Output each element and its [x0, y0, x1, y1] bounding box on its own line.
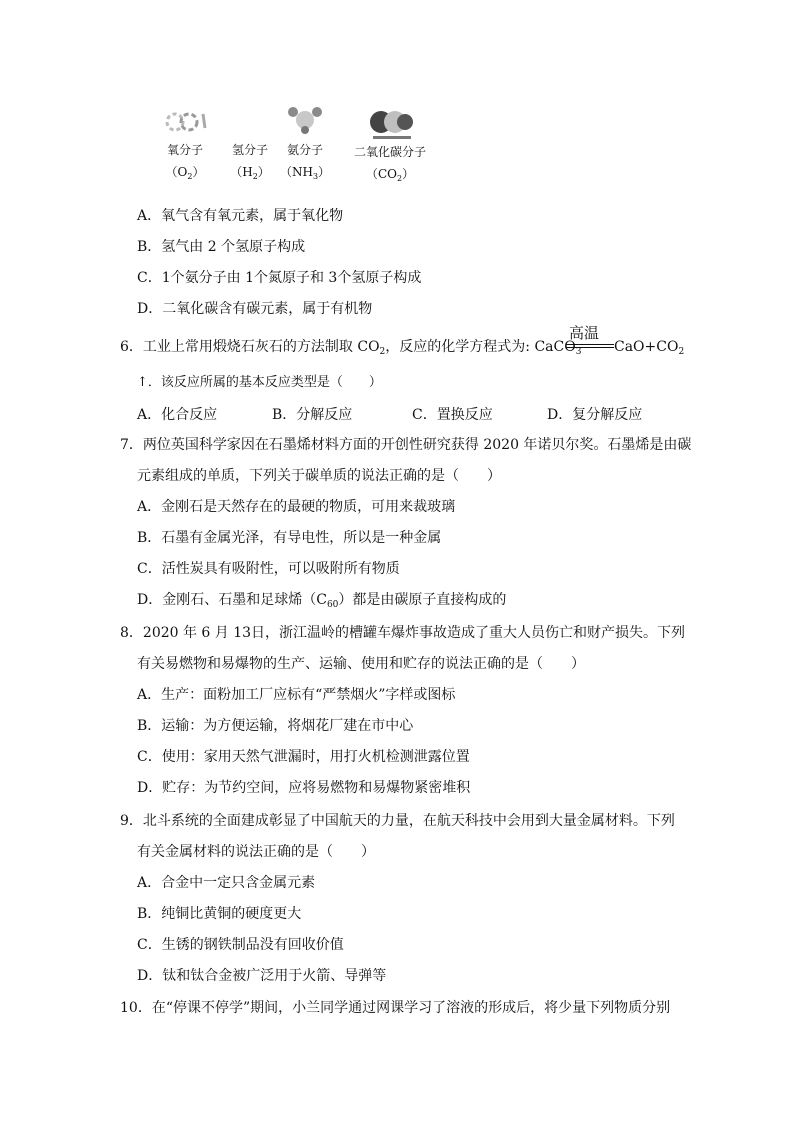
- q6-option-a: A．化合反应: [137, 407, 218, 423]
- q9-option-d: D．钛和钛合金被广泛用于火箭、导弹等: [137, 968, 387, 984]
- q9-option-a: A．合金中一定只含金属元素: [137, 875, 316, 891]
- molecule-co2: [335, 100, 445, 187]
- molecule-formula: $(CO_2)$: [365, 167, 415, 183]
- molecule-name: 二氧化碳分子: [353, 145, 426, 159]
- q8-stem-line2: 有关易燃物和易爆物的生产、运输、使用和贮存的说法正确的是（ ）: [137, 656, 585, 672]
- q7-option-c: C．活性炭具有吸附性，可以吸附所有物质: [137, 561, 400, 577]
- molecule-formula: $(H_2)$: [230, 165, 270, 181]
- q7-stem-line2: 元素组成的单质，下列关于碳单质的说法正确的是（ ）: [137, 468, 501, 484]
- q8-option-c: C．使用：家用天然气泄漏时，用打火机检测泄露位置: [137, 749, 470, 765]
- q8-option-d: D．贮存：为节约空间，应将易燃物和易爆物紧密堆积: [137, 780, 471, 796]
- q7-option-a: A．金刚石是天然存在的最硬的物质，可用来裁玻璃: [137, 499, 456, 515]
- q10-stem-line1: 10．在“停课不停学”期间，小兰同学通过网课学习了溶液的形成后，将少量下列物质分别: [120, 1000, 671, 1016]
- q6-option-b: B．分解反应: [272, 407, 353, 423]
- molecule-formula: $(NH_3)$: [279, 165, 331, 181]
- q8-stem-line1: 8．2020 年 6 月 13日，浙江温岭的槽罐车爆炸事故造成了重大人员伤亡和财产损失。下列: [120, 625, 686, 641]
- molecule-figure: [140, 100, 460, 195]
- molecule-name: 氧分子: [166, 143, 203, 157]
- q9-option-b: B．纯铜比黄铜的硬度更大: [137, 906, 302, 922]
- q8-option-a: A．生产：面粉加工厂应标有“严禁烟火”字样或图标: [137, 687, 456, 703]
- molecule-formula: $(O_2)$: [165, 165, 205, 181]
- reaction-condition: 高温: [569, 324, 600, 342]
- q6-options: [137, 404, 657, 424]
- carbon-dioxide-molecule-image: [355, 100, 425, 142]
- q7-option-b: B．石墨有金属光泽，有导电性，所以是一种金属: [137, 530, 442, 546]
- molecule-name: 氢分子: [231, 143, 268, 157]
- q6-option-c: C．置换反应: [412, 407, 493, 423]
- reaction-products: $CaO+CO_2$: [614, 339, 685, 357]
- q8-option-b: B．运输：为方便运输，将烟花厂建在市中心: [137, 718, 414, 734]
- equation-bar-top: [566, 344, 614, 345]
- q5-option-c: C．1个氨分子由 1个氮原子和 3个氢原子构成: [137, 270, 422, 286]
- q6-stem-line2: ↑．该反应所属的基本反应类型是（ ）: [137, 375, 382, 390]
- q5-option-d: D．二氧化碳含有碳元素，属于有机物: [137, 301, 373, 317]
- q6-stem-line1: 6．工业上常用煅烧石灰石的方法制取 $CO_2$，反应的化学方程式为: CaCO$_3$: [120, 339, 582, 357]
- q9-option-c: C．生锈的钢铁制品没有回收价值: [137, 937, 344, 953]
- q5-option-a: A．氧气含有氧元素，属于氧化物: [137, 208, 344, 224]
- q9-stem-line2: 有关金属材料的说法正确的是（ ）: [137, 844, 375, 860]
- q5-option-b: B．氢气由 2 个氢原子构成: [137, 239, 306, 255]
- q9-stem-line1: 9．北斗系统的全面建成彰显了中国航天的力量，在航天科技中会用到大量金属材料。下列: [120, 813, 675, 829]
- q6-option-d: D．复分解反应: [547, 407, 643, 423]
- ammonia-molecule-image: [275, 100, 335, 140]
- equation-bar-bottom: [566, 347, 614, 348]
- molecule-name: 氨分子: [286, 143, 323, 157]
- q7-stem-line1: 7．两位英国科学家因在石墨烯材料方面的开创性研究获得 2020 年诺贝尔奖。石墨烯是由碳: [120, 437, 692, 453]
- q7-option-d: D．金刚石、石墨和足球烯$(C_{60})$都是由碳原子直接构成的: [137, 592, 507, 610]
